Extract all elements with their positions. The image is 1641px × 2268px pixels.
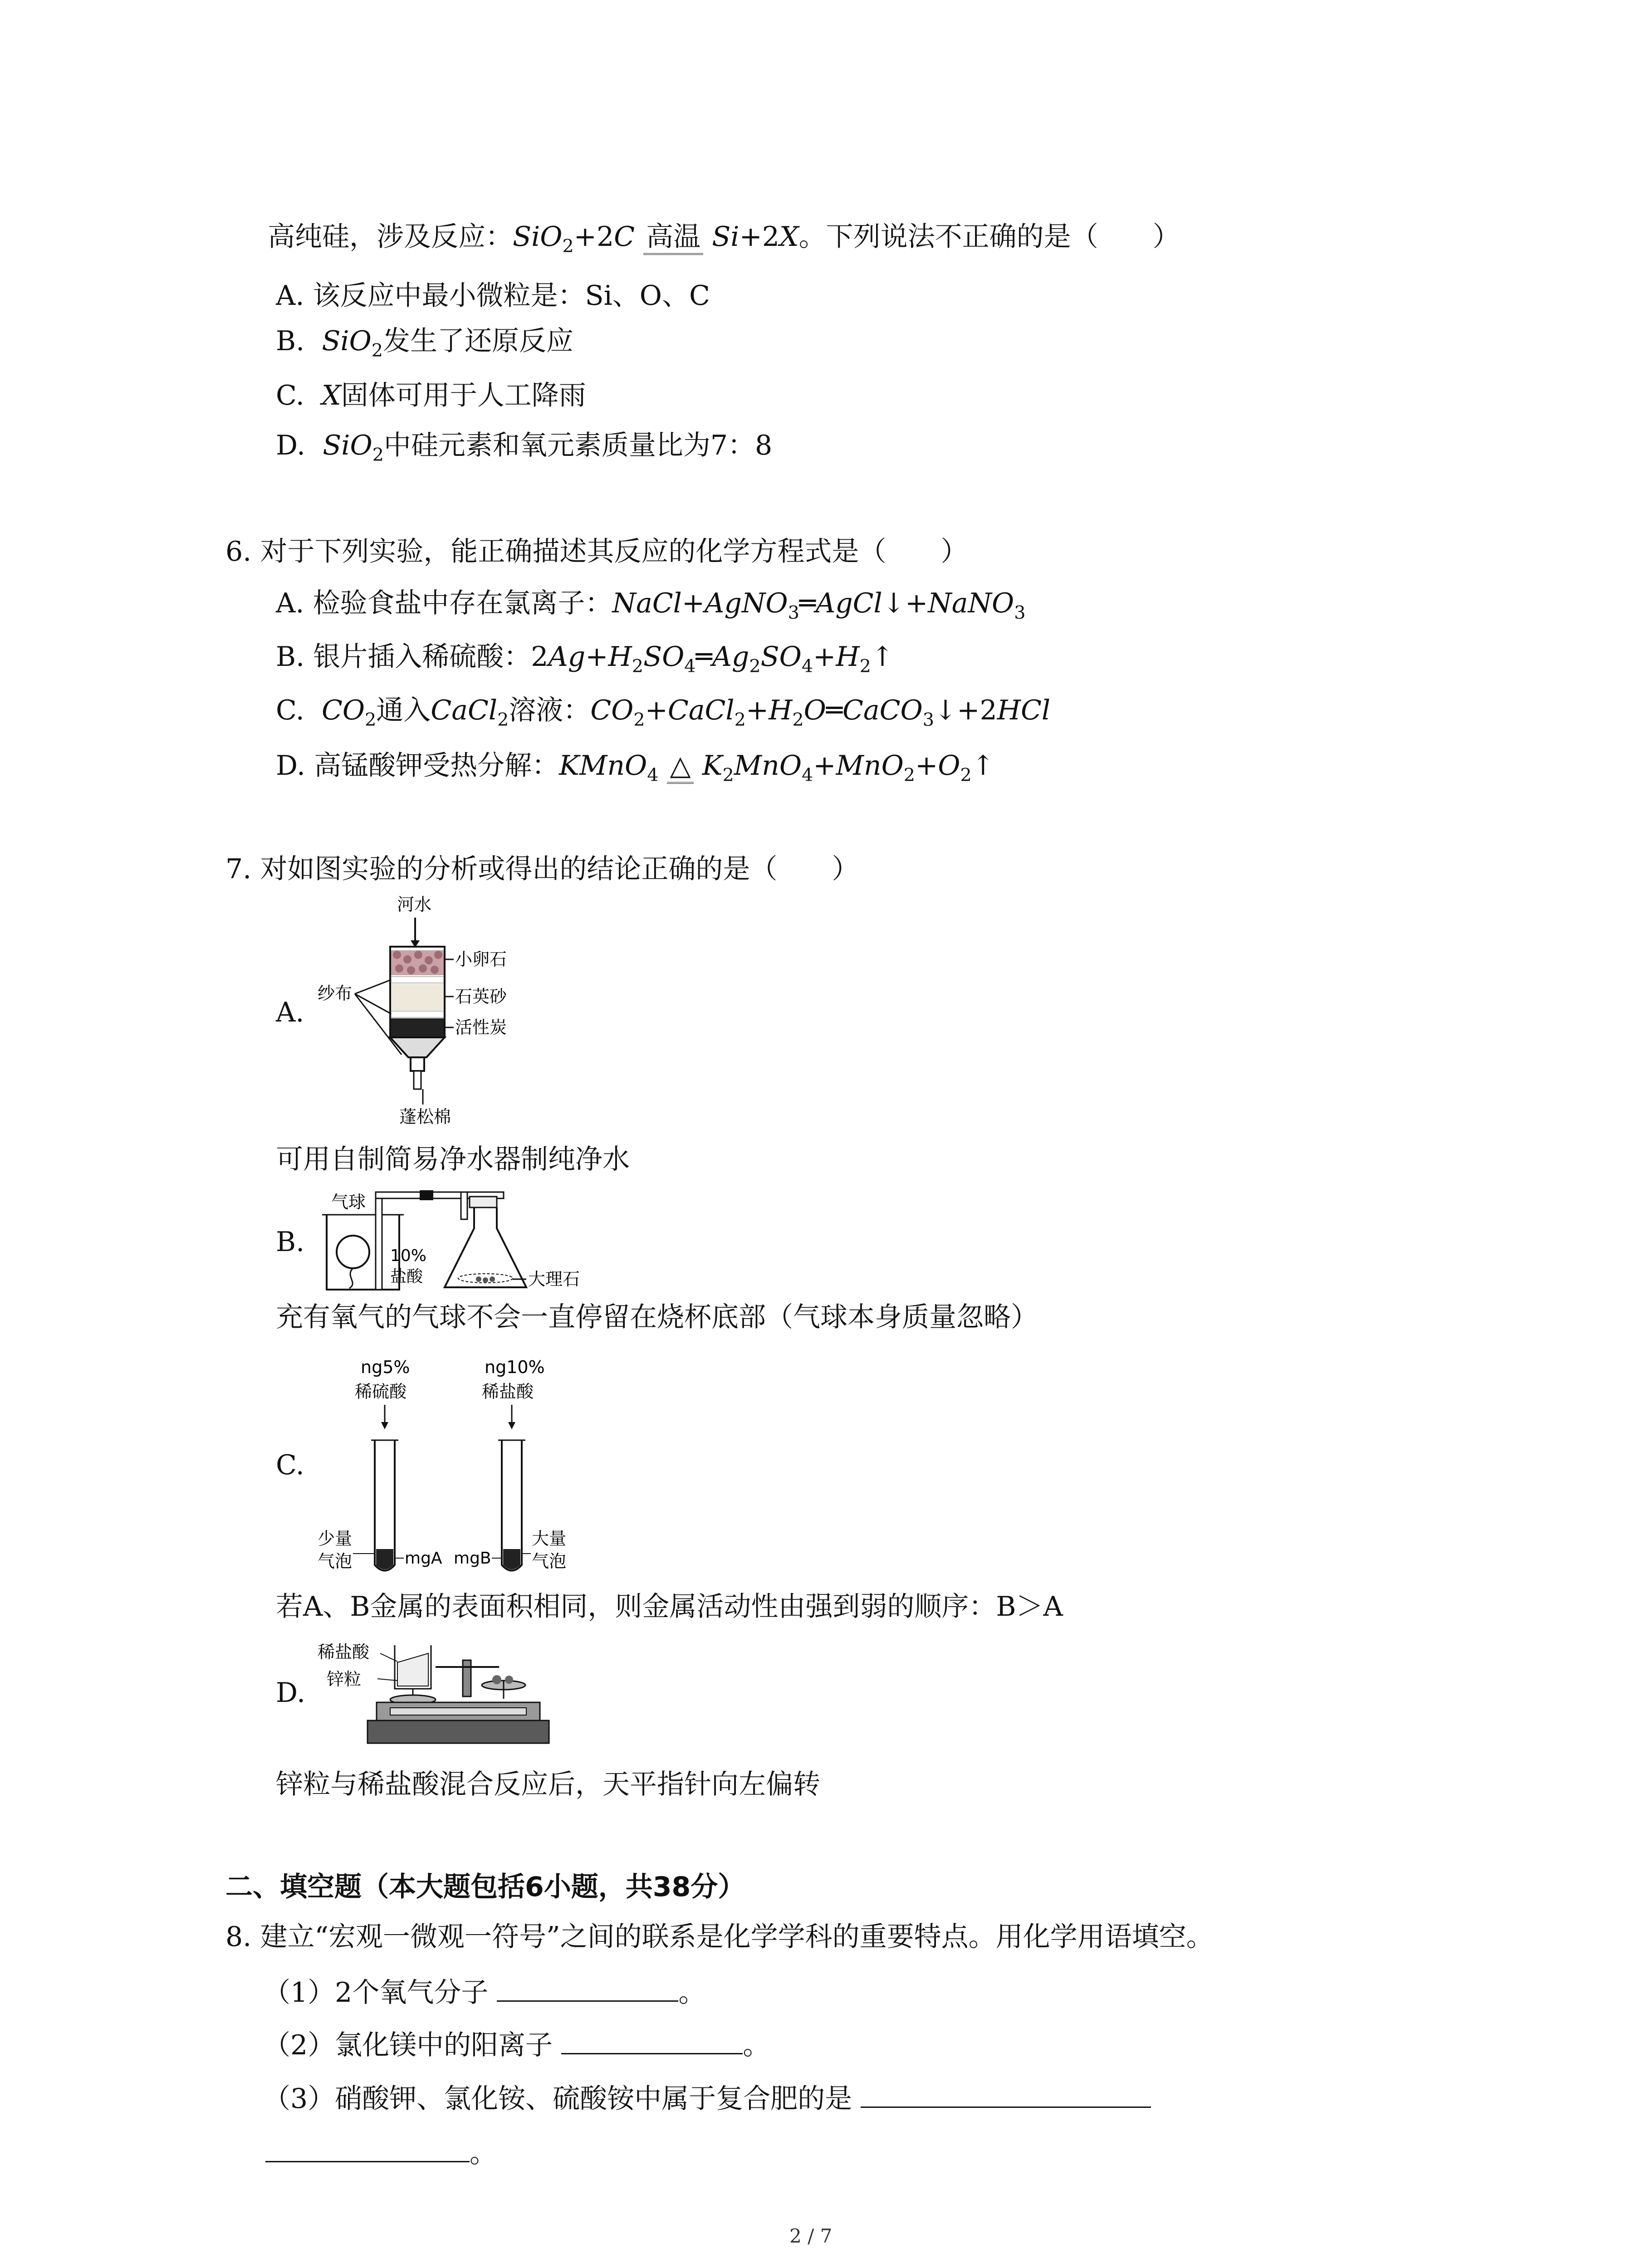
quartz-sand-label: 石英砂 <box>455 987 507 1007</box>
q8-sub2: （2）氯化镁中的阳离子 。 <box>263 2027 770 2062</box>
q5-option-c: C. X固体可用于人工降雨 <box>276 380 586 411</box>
activated-carbon-label: 活性炭 <box>455 1017 507 1037</box>
many-bubbles-label-2: 气泡 <box>532 1551 567 1571</box>
page-number: 2 / 7 <box>789 2225 833 2247</box>
dilute-hydrochloric-acid-label: 稀盐酸 <box>482 1382 534 1402</box>
q7-option-b-label: B. <box>276 1226 305 1258</box>
many-bubbles-label-1: 大量 <box>532 1529 567 1549</box>
few-bubbles-label-1: 少量 <box>318 1529 353 1549</box>
q7-option-c-caption: 若A、B金属的表面积相同，则金属活动性由强到弱的顺序：B＞A <box>276 1591 1063 1623</box>
dilute-sulfuric-acid-label: 稀硫酸 <box>355 1382 407 1402</box>
q6-option-d: D. 高锰酸钾受热分解：KMnO$_4$ △ $K_2MnO_4+MnO_2+O_2↑$ <box>276 750 994 786</box>
pebble-label: 小卵石 <box>455 949 507 969</box>
answer-blank-3a[interactable] <box>861 2080 1151 2108</box>
q5-option-b: B. SiO$_2$发生了还原反应 <box>276 325 573 361</box>
q7-option-a-caption: 可用自制简易净水器制纯净水 <box>276 1144 630 1175</box>
q8-stem: 8. 建立“宏观一微观一符号”之间的联系是化学学科的重要特点。用化学用语填空。 <box>225 1921 1214 1953</box>
answer-blank-2[interactable] <box>561 2027 743 2054</box>
answer-blank-1[interactable] <box>497 1974 678 2002</box>
balloon-label: 气球 <box>331 1192 366 1212</box>
metal-a-label: mgA <box>405 1549 442 1568</box>
q5-option-a: A. 该反应中最小微粒是：Si、O、C <box>276 280 710 312</box>
cotton-label: 蓬松棉 <box>399 1107 451 1127</box>
q7-option-d-caption: 锌粒与稀盐酸混合反应后，天平指针向左偏转 <box>276 1769 820 1800</box>
q5-stem: 高纯硅，涉及反应：SiO$_2$+2C 高温 Si+2X。下列说法不正确的是（ ） <box>268 221 1180 257</box>
q8-sub3: （3）硝酸钾、氯化铵、硫酸铵中属于复合肥的是 <box>263 2080 1151 2115</box>
q7-option-c-label: C. <box>276 1449 304 1481</box>
q7-stem: 7. 对如图实验的分析或得出的结论正确的是（ ） <box>225 853 859 885</box>
acid-concentration-label: 10% <box>390 1246 427 1265</box>
zinc-granules-label: 锌粒 <box>327 1669 362 1689</box>
test-tube-diagram <box>318 1354 590 1590</box>
q8-sub1: （1）2个氧气分子 。 <box>263 1974 705 2009</box>
gauze-label: 纱布 <box>318 983 353 1003</box>
balance-diagram <box>318 1635 563 1753</box>
q7-option-a-label: A. <box>276 997 304 1028</box>
answer-blank-3b[interactable] <box>265 2135 470 2162</box>
q6-stem: 6. 对于下列实验，能正确描述其反应的化学方程式是（ ） <box>225 536 968 567</box>
tube1-amount-label: ng5% <box>361 1357 410 1377</box>
q6-option-c: C. $CO_2$通入CaCl$_2$溶液：$CO_2+CaCl_2+H_2O═CaCO_3↓+2HCl$ <box>276 694 1051 730</box>
q7-option-d-label: D. <box>276 1677 306 1709</box>
water-filter-diagram <box>318 891 572 1141</box>
metal-b-label: mgB <box>454 1549 491 1568</box>
tube2-amount-label: ng10% <box>485 1357 545 1377</box>
q6-option-a: A. 检验食盐中存在氯离子：NaCl+AgNO$_3$═AgCl↓+NaNO$_3$ <box>276 587 1026 623</box>
q7-option-b-caption: 充有氧气的气球不会一直停留在烧杯底部（气球本身质量忽略） <box>276 1301 1038 1333</box>
river-water-label: 河水 <box>397 894 432 914</box>
section-title: 二、填空题（本大题包括6小题，共38分） <box>225 1871 745 1903</box>
q5-option-d: D. SiO$_2$中硅元素和氧元素质量比为7：8 <box>276 430 773 465</box>
balloon-beaker-diagram <box>313 1183 721 1301</box>
q8-sub3-cont: 。 <box>265 2135 497 2170</box>
q6-option-b: B. 银片插入稀硫酸：$2Ag+H_2SO_4═Ag_2SO_4+H_2↑$ <box>276 641 894 677</box>
hydrochloric-acid-label: 盐酸 <box>390 1267 423 1286</box>
dilute-hcl-label: 稀盐酸 <box>318 1642 370 1662</box>
marble-label: 大理石 <box>528 1269 580 1289</box>
few-bubbles-label-2: 气泡 <box>318 1551 353 1571</box>
